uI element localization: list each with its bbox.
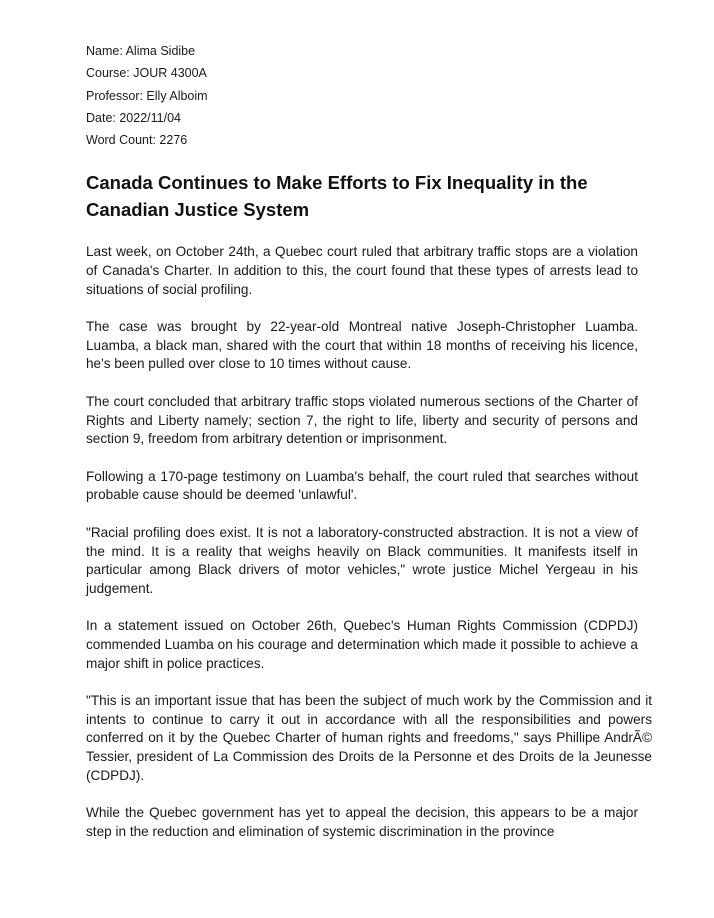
meta-word-count: Word Count: 2276 [86, 133, 188, 148]
paragraph-1: Last week, on October 24th, a Quebec court ruled that arbitrary traffic stops are a violation of Canada's Charter. In addition to this, the court found that these types of arrests lead to situations of social profiling. [86, 244, 638, 297]
paragraph-4: Following a 170-page testimony on Luamba's behalf, the court ruled that searches without probable cause should be deemed 'unlawful'. [86, 468, 638, 503]
meta-course: Course: JOUR 4300A [86, 66, 207, 81]
paragraph-2: The case was brought by 22-year-old Montreal native Joseph-Christopher Luamba. Luamba, a black man, shared with the court that within 18 months of receiving his licence, he's been pulled over close to 10 times without cause. [86, 319, 638, 372]
document-page [86, 40, 652, 841]
meta-date: Date: 2022/11/04 [86, 110, 181, 125]
paragraph-8: While the Quebec government has yet to appeal the decision, this appears to be a major step in the reduction and elimination of systemic discrimination in the province [86, 805, 638, 839]
meta-name: Name: Alima Sidibe [86, 44, 196, 58]
paragraph-3: The court concluded that arbitrary traffic stops violated numerous sections of the Charter of Rights and Liberty namely; section 7, the right to life, liberty and security of persons and section 9, freedom from arbitrary detention or imprisonment. [86, 394, 638, 447]
paragraph-5: "Racial profiling does exist. It is not a laboratory-constructed abstraction. It is not a view of the mind. It is a reality that weighs heavily on Black communities. It manifests itself in particular among Black drivers of motor vehicles," wrote justice Michel Yergeau in his judgement. [86, 525, 638, 596]
paragraph-7: "This is an important issue that has been the subject of much work by the Commission and it intents to continue to carry it out in accordance with all the responsibilities and powers conferred on it by the Quebec Charter of human rights and freedoms," says Phillipe AndrÃ© Tessier, president of La Commission des Droits de la Personne et des Droits de la Jeunesse (CDPDJ). [86, 693, 652, 783]
meta-professor: Professor: Elly Alboim [86, 88, 208, 103]
paragraph-6: In a statement issued on October 26th, Quebec's Human Rights Commission (CDPDJ) commended Luamba on his courage and determination which made it possible to achieve a major shift in police practices. [86, 618, 638, 671]
article-title: Canada Continues to Make Efforts to Fix Inequality in the Canadian Justice System [86, 172, 588, 221]
